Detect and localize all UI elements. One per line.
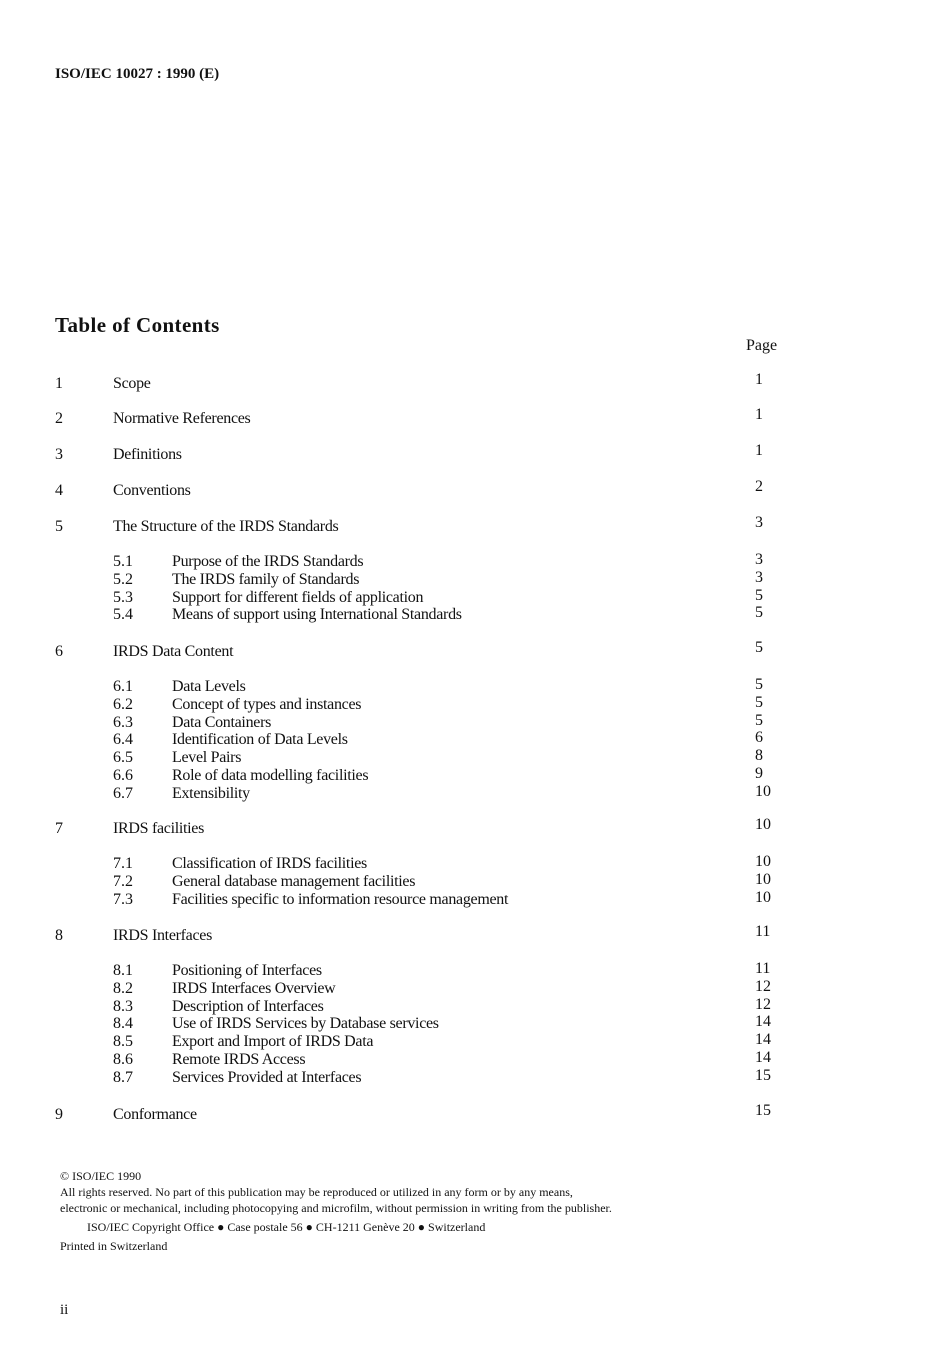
toc-subsection-title: Means of support using International Standards: [172, 606, 462, 624]
toc-subsection-number: 8.6: [113, 1051, 133, 1068]
toc-subsection-title: General database management facilities: [172, 872, 416, 890]
toc-section-number: 5: [55, 518, 63, 535]
toc-section-number: 3: [55, 446, 63, 463]
rights-statement: All rights reserved. No part of this publication may be reproduced or utilized in any form or by any means, electronic or mechanical, including photocopying and microfilm, without permission in writing from the publisher.: [60, 1185, 612, 1215]
toc-page-number: 1: [755, 371, 763, 388]
toc-subsection-number: 8.5: [113, 1033, 133, 1051]
page-column-heading: Page: [746, 337, 778, 354]
toc-page-number: 8: [755, 747, 763, 765]
toc-section-title: IRDS Interfaces: [113, 927, 213, 944]
toc-page-number: 5: [755, 676, 763, 693]
toc-section-number: 9: [55, 1106, 63, 1123]
toc-page-number: 5: [755, 586, 763, 604]
toc-page-number: 1: [755, 442, 763, 459]
toc-subsection-title: Services Provided at Interfaces: [172, 1068, 362, 1086]
toc-subsection-number: 8.2: [113, 979, 133, 997]
toc-page-number: 14: [755, 1013, 771, 1031]
toc-subsection-number: 8.1: [113, 962, 133, 979]
toc-subsection-title: Facilities specific to information resource management: [172, 890, 509, 908]
toc-page-number: 2: [755, 478, 763, 495]
toc-page-number: 15: [755, 1102, 771, 1119]
toc-subsection-title: Identification of Data Levels: [172, 731, 348, 749]
toc-page-number: 9: [755, 765, 763, 782]
toc-page-number: 12: [755, 995, 771, 1013]
toc-page-number: 10: [755, 816, 771, 833]
toc-page-number: 1: [755, 406, 763, 423]
toc-page-number: 5: [755, 693, 763, 711]
toc-section-title: Conventions: [113, 482, 191, 499]
toc-page-number: 3: [755, 551, 763, 568]
toc-subsection-title: Role of data modelling facilities: [172, 767, 369, 784]
toc-section-number: 1: [55, 375, 63, 392]
toc-section-title: IRDS facilities: [113, 820, 205, 837]
toc-section-title: Normative References: [113, 410, 251, 427]
toc-section-number: 6: [55, 643, 63, 660]
toc-subsection-number: 7.2: [113, 872, 133, 890]
toc-subsection-number: 6.4: [113, 731, 133, 749]
toc-section-number: 4: [55, 482, 63, 499]
toc-page-number: 11: [755, 960, 771, 977]
toc-subsection-number: 6.2: [113, 695, 133, 713]
toc-section-title: IRDS Data Content: [113, 643, 234, 660]
page-folio: ii: [60, 1302, 69, 1318]
toc-subsection-number: 6.3: [113, 713, 133, 731]
toc-subsection-number: 5.2: [113, 570, 133, 588]
copyright-notice: [60, 1168, 620, 1254]
toc-subsection-title: Data Levels: [172, 678, 246, 695]
toc-page-number: 10: [755, 853, 771, 870]
toc-subsection-title: Export and Import of IRDS Data: [172, 1033, 374, 1051]
toc-page-number: 5: [755, 604, 763, 622]
toc-page-number: 3: [755, 514, 763, 531]
toc-subsection-title: Description of Interfaces: [172, 997, 324, 1015]
document-id-header: ISO/IEC 10027 : 1990 (E): [55, 66, 220, 82]
toc-subsection-title: Positioning of Interfaces: [172, 962, 322, 979]
toc-subsection-number: 6.7: [113, 784, 133, 802]
toc-section-number: 2: [55, 410, 63, 427]
toc-subsection-title: The IRDS family of Standards: [172, 570, 360, 588]
toc-subsection-title: Purpose of the IRDS Standards: [172, 553, 364, 570]
toc-subsection-number: 5.4: [113, 606, 133, 624]
toc-subsection-number: 5.3: [113, 588, 133, 606]
toc-section-number: 8: [55, 927, 63, 944]
toc-page-number: 10: [755, 782, 771, 800]
toc-subsection-title: Level Pairs: [172, 749, 242, 767]
toc-subsection-number: 6.6: [113, 767, 133, 784]
toc-page-number: 10: [755, 870, 771, 888]
toc-subsection-title: Remote IRDS Access: [172, 1051, 306, 1068]
toc-page-number: 12: [755, 977, 771, 995]
toc-subsection-title: Use of IRDS Services by Database services: [172, 1015, 439, 1033]
copyright-line: © ISO/IEC 1990: [60, 1169, 142, 1183]
toc-subsection-title: Concept of types and instances: [172, 695, 362, 713]
toc-section-title: Definitions: [113, 446, 182, 463]
toc-page-number: 14: [755, 1049, 771, 1066]
copyright-office-address: ISO/IEC Copyright Office ● Case postale 56 ● CH-1211 Genève 20 ● Switzerland: [87, 1220, 486, 1234]
toc-page-number: 11: [755, 923, 771, 940]
toc-page-number: 6: [755, 729, 763, 747]
toc-subsection-number: 8.4: [113, 1015, 133, 1033]
toc-page-number: 14: [755, 1031, 771, 1049]
toc-section-title: Conformance: [113, 1106, 197, 1123]
toc-subsection-number: 8.7: [113, 1068, 133, 1086]
toc-section-title: Scope: [113, 375, 151, 392]
toc-page-number: 3: [755, 568, 763, 586]
toc-section-number: 7: [55, 820, 63, 837]
toc-page-number: 5: [755, 711, 763, 729]
toc-subsection-title: IRDS Interfaces Overview: [172, 979, 336, 997]
toc-subsection-number: 6.5: [113, 749, 133, 767]
toc-subsection-number: 7.1: [113, 855, 133, 872]
toc-page-number: 5: [755, 639, 763, 656]
toc-section-title: The Structure of the IRDS Standards: [113, 518, 339, 535]
toc-page-number: 15: [755, 1066, 771, 1084]
toc-subsection-number: 7.3: [113, 890, 133, 908]
toc-subsection-number: 5.1: [113, 553, 133, 570]
toc-page-number: 10: [755, 888, 771, 906]
toc-subsection-title: Extensibility: [172, 784, 250, 802]
toc-subsection-title: Support for different fields of application: [172, 588, 424, 606]
toc-title: Table of Contents: [55, 313, 220, 337]
toc-subsection-number: 8.3: [113, 997, 133, 1015]
toc-subsection-title: Classification of IRDS facilities: [172, 855, 367, 872]
toc-subsection-number: 6.1: [113, 678, 133, 695]
printed-in-note: Printed in Switzerland: [60, 1239, 168, 1253]
toc-subsection-title: Data Containers: [172, 713, 272, 731]
